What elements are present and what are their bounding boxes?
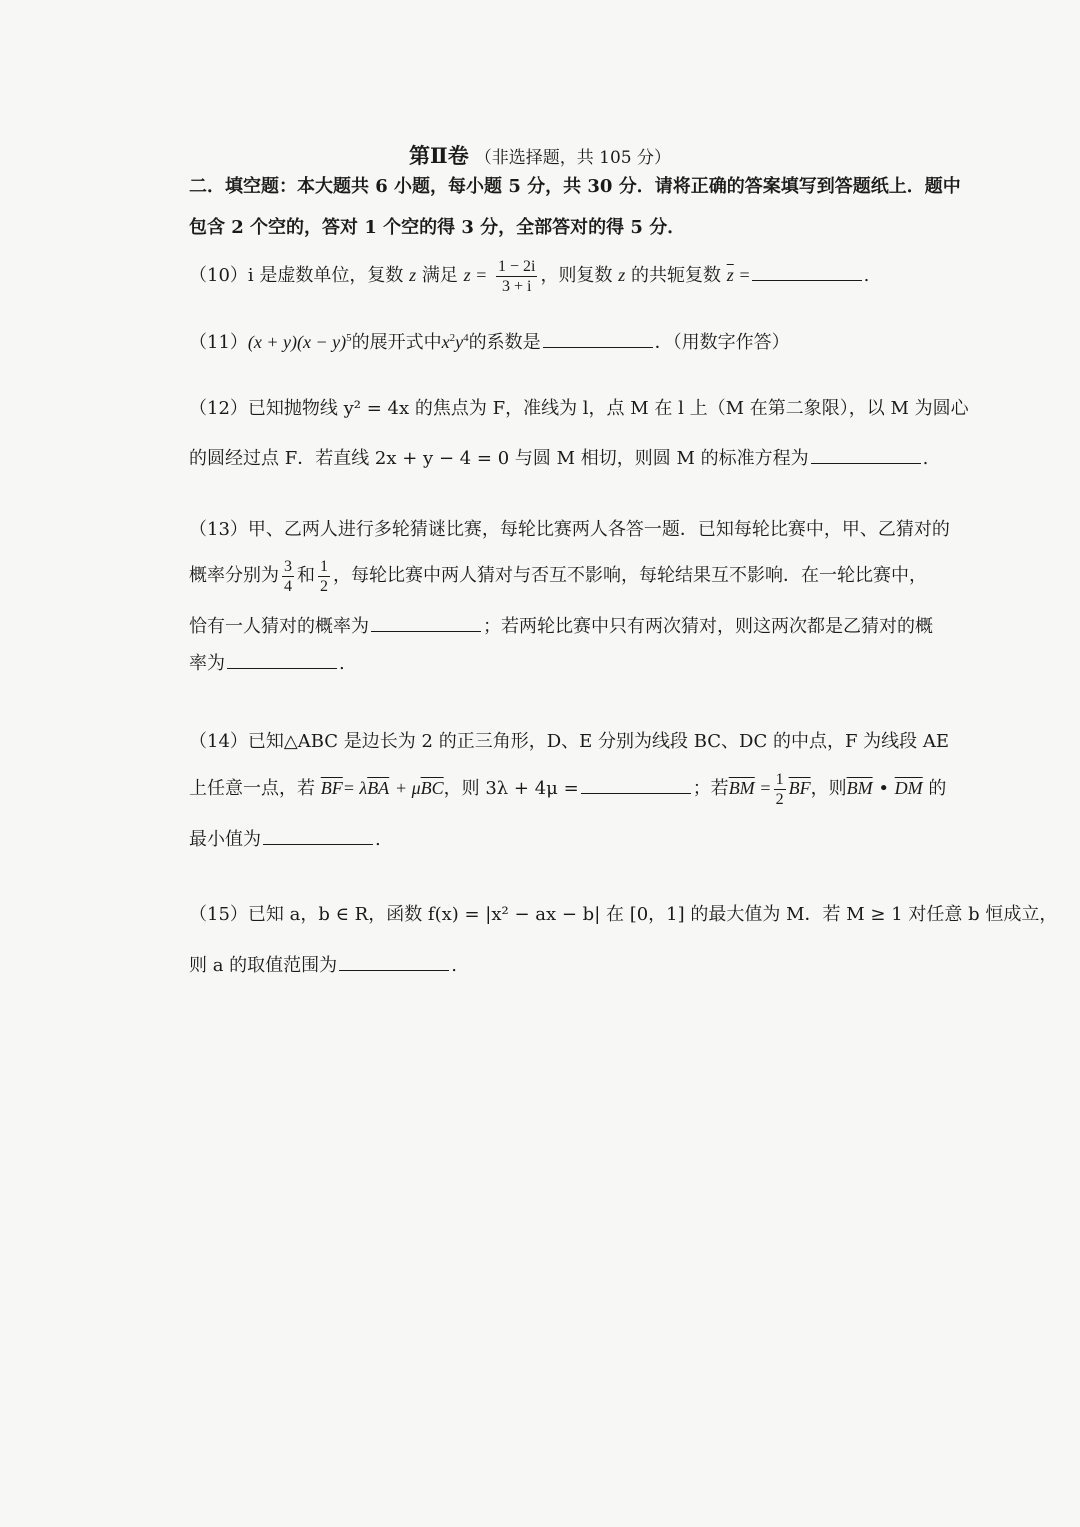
q15-answer-blank[interactable] — [339, 952, 449, 971]
q14-text-2b: ，则 3λ + 4μ = — [443, 778, 579, 799]
q14-fraction-half — [774, 770, 786, 809]
q10-text-1: i 是虚数单位，复数 — [247, 265, 404, 286]
q14-vec-bf: $\overline{BF}$ — [320, 778, 343, 798]
q14-vec-bm: $\overline{BM}$ — [728, 778, 755, 798]
q10-end: . — [863, 265, 870, 286]
q11-term-x: x — [441, 332, 450, 352]
q12-end: . — [922, 448, 929, 469]
q11-exponent: 5 — [346, 332, 352, 344]
question-14-line1: （14）已知△ABC 是边长为 2 的正三角形，D、E 分别为线段 BC、DC 的中点，F 为线段 AE — [189, 731, 950, 752]
question-14-line2 — [189, 768, 949, 809]
q10-var-z2: z — [618, 265, 626, 285]
q13-frac1-num: 3 — [284, 557, 292, 575]
q10-text-2: 满足 — [421, 265, 458, 286]
q13-answer-blank-2[interactable] — [227, 650, 337, 669]
q10-fraction — [496, 257, 537, 296]
q10-frac-numerator: 1 − 2i — [498, 257, 536, 275]
q13-answer-blank-1[interactable] — [371, 613, 481, 632]
q11-answer-blank[interactable] — [543, 329, 653, 348]
q11-exp-2: 2 — [449, 332, 456, 344]
q14-eq-lambda: = λ — [342, 778, 368, 798]
q14-eq-half: = — [760, 778, 771, 798]
question-11 — [189, 329, 949, 355]
q11-expression: (x + y)(x − y) — [247, 332, 347, 352]
q14-dot-product: • — [878, 778, 889, 799]
q13-fraction-yi — [318, 557, 330, 596]
section-instructions-line2: 包含 2 个空的，答对 1 个空的得 3 分，全部答对的得 5 分． — [189, 217, 686, 238]
question-13-line3 — [189, 613, 949, 639]
q13-text-2b: 和 — [297, 565, 315, 586]
q14-end: . — [375, 829, 381, 850]
q11-number: （11） — [189, 332, 248, 353]
q14-text-2d: ，则 — [810, 778, 847, 799]
q14-answer-blank-2[interactable] — [263, 826, 373, 845]
question-12-line1: （12）已知抛物线 y² = 4x 的焦点为 F，准线为 l，点 M 在 l 上（M 在第二象限），以 M 为圆心 — [189, 398, 969, 419]
q13-text-4a: 率为 — [189, 653, 225, 674]
q13-text-3b: ；若两轮比赛中只有两次猜对，则这两次都是乙猜对的概 — [483, 616, 933, 637]
q12-answer-blank[interactable] — [811, 445, 921, 464]
question-12-line2 — [189, 445, 949, 471]
question-13-line1: （13）甲、乙两人进行多轮猜谜比赛，每轮比赛两人各答一题．已知每轮比赛中，甲、乙猜对的 — [189, 519, 950, 540]
q14-vec-bm2: $\overline{BM}$ — [846, 778, 873, 798]
question-15-line1: （15）已知 a，b ∈ R，函数 f(x) = |x² − ax − b| 在 [0，1] 的最大值为 M．若 M ≥ 1 对任意 b 恒成立， — [189, 904, 1058, 925]
q14-text-2e: 的 — [928, 778, 947, 799]
q11-term-y: y — [455, 332, 464, 352]
title-main: 第Ⅱ卷 — [409, 143, 469, 168]
question-13-line2 — [189, 556, 949, 596]
q14-vec-bc: $\overline{BC}$ — [420, 778, 444, 798]
q14-plus-mu: + μ — [394, 778, 421, 798]
q14-answer-blank-1[interactable] — [581, 775, 691, 794]
q13-text-2a: 概率分别为 — [189, 565, 279, 586]
question-14-line3 — [189, 826, 949, 852]
q15-end: . — [451, 955, 457, 976]
q13-text-3a: 恰有一人猜对的概率为 — [189, 616, 369, 637]
q11-exp-4: 4 — [463, 332, 469, 344]
q13-end: . — [339, 653, 345, 674]
q14-frac-num: 1 — [775, 770, 784, 788]
q10-answer-blank[interactable] — [752, 262, 862, 281]
q15-text-2a: 则 a 的取值范围为 — [189, 955, 338, 976]
q14-text-2a: 上任意一点，若 — [189, 778, 315, 799]
question-15-line2 — [189, 952, 949, 978]
q14-vec-ba: $\overline{BA}$ — [367, 778, 390, 798]
page-title — [0, 140, 1080, 170]
q13-fraction-jia — [282, 557, 294, 596]
q10-text-4: 的共轭复数 — [630, 265, 721, 286]
q13-text-2c: ，每轮比赛中两人猜对与否互不影响，每轮结果互不影响．在一轮比赛中， — [333, 565, 927, 586]
q11-end: ．（用数字作答） — [654, 332, 790, 353]
q10-frac-denominator: 3 + i — [502, 277, 532, 295]
question-10 — [189, 256, 949, 296]
q13-frac2-num: 1 — [320, 557, 328, 575]
q14-text-2c: ；若 — [692, 778, 729, 799]
q12-text: 的圆经过点 F．若直线 2x + y − 4 = 0 与圆 M 相切，则圆 M 的标准方程为 — [189, 448, 809, 469]
q14-text-3a: 最小值为 — [189, 829, 261, 850]
q14-frac-den: 2 — [775, 790, 784, 808]
q13-frac2-den: 2 — [320, 577, 328, 595]
q10-text-3: ，则复数 — [540, 265, 613, 286]
q11-text-2: 的系数是 — [468, 332, 541, 353]
q10-equals: = — [739, 265, 750, 285]
section-instructions-line1: 二．填空题：本大题共 6 小题，每小题 5 分，共 30 分．请将正确的答案填写到答题纸上．题中 — [189, 176, 961, 197]
question-13-line4 — [189, 650, 949, 676]
q10-var-z: z — [409, 265, 417, 285]
q14-vec-dm: $\overline{DM}$ — [894, 778, 923, 798]
title-subtitle: （非选择题，共 105 分） — [474, 148, 671, 168]
q10-number: （10） — [189, 265, 248, 286]
q14-vec-bf2: $\overline{BF}$ — [788, 778, 811, 798]
q11-text-1: 的展开式中 — [351, 332, 442, 353]
q10-z-equals: z = — [463, 265, 488, 285]
q10-z-conjugate: $\overline{z}$ — [726, 265, 734, 285]
q13-frac1-den: 4 — [284, 577, 292, 595]
